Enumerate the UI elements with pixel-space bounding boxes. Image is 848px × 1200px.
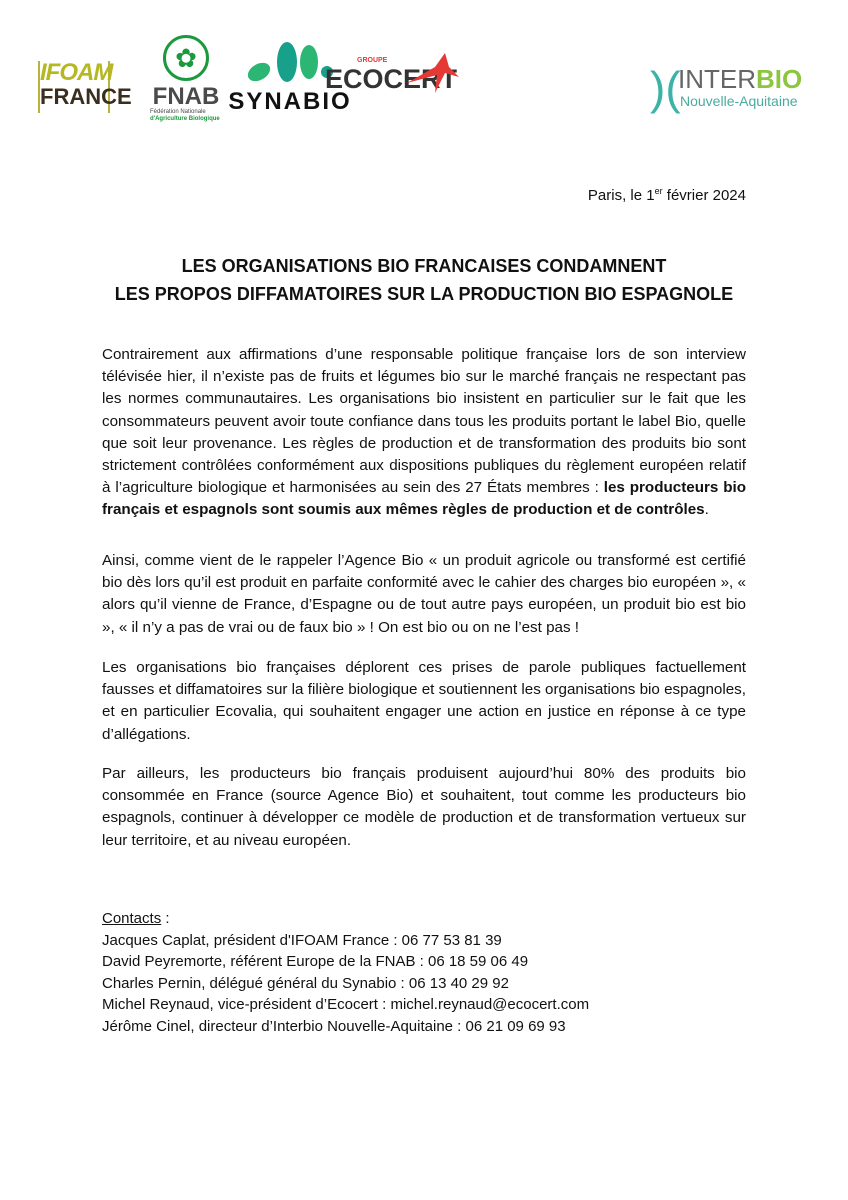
paragraph-4: Par ailleurs, les producteurs bio français produisent aujourd’hui 80% des produits bio consommée en France (source Agence Bio) et souhaitent, tout comme les producteurs bio espagnols, continuer à développer ce modèle de production et de transformation vertueux sur leur territoire, et au niveau européen.	[102, 765, 746, 849]
date-sup: er	[654, 186, 663, 196]
paragraph-2: Ainsi, comme vient de le rappeler l’Agence Bio « un produit agricole ou transformé est certifié bio dès lors qu’il est produit en parfaite conformité avec le cahier des charges bio européen », « alors qu’il vienne de France, d’Espagne ou de tout autre pays européen, un produit bio est bio », « il n’y a pas de vrai ou de faux bio » ! On est bio ou on ne l’est pas !	[102, 552, 746, 636]
document-date	[588, 186, 746, 204]
contact-item: Jérôme Cinel, directeur d’Interbio Nouvelle-Aquitaine : 06 21 09 69 93	[102, 1017, 566, 1035]
fnab-logo-name: FNAB	[152, 83, 220, 110]
synabio-logo-name: SYNABIO	[228, 88, 352, 115]
ecocert-logo	[325, 57, 460, 95]
date-prefix: Paris, le 1	[587, 187, 655, 204]
ifoam-logo-line1: IFOAM	[40, 59, 113, 86]
interbio-mark-icon: )(	[650, 62, 681, 114]
ifoam-logo-line2: FRANCE	[40, 84, 132, 109]
contacts-heading-suffix: :	[161, 910, 170, 927]
contacts-heading: Contacts	[102, 910, 162, 927]
contact-item: David Peyremorte, référent Europe de la FNAB : 06 18 59 06 49	[102, 953, 529, 970]
flower-icon: ✿	[163, 35, 209, 81]
fnab-logo-sub1: Fédération Nationale	[150, 109, 206, 115]
interbio-logo-name1: INTER	[678, 64, 756, 94]
ecocert-logo-group: GROUPE	[357, 57, 388, 64]
contact-item: Michel Reynaud, vice-président d’Ecocert : michel.reynaud@ecocert.com	[102, 996, 590, 1013]
contacts-section	[102, 908, 589, 1037]
interbio-logo-name2: BIO	[756, 64, 803, 94]
paragraph-1-end: .	[704, 501, 709, 519]
paragraph-1-bold: les producteurs bio français et espagnols sont soumis aux mêmes règles de production et de contrôles	[102, 479, 746, 519]
paragraph-1	[102, 344, 746, 522]
ifoam-france-logo	[38, 59, 132, 113]
swallow-icon	[405, 53, 461, 97]
paragraph-3: Les organisations bio françaises déplorent ces prises de parole publiques factuellement fausses et diffamatoires sur la filière biologique et soutiennent les organisations bio espagnoles, et en particulier Ecovalia, qui souhaitent engager une action en justice en réponse à ce type d’allégations.	[102, 659, 746, 743]
document-title	[0, 252, 848, 308]
droplets-icon	[245, 40, 335, 84]
title-line-2: LES PROPOS DIFFAMATOIRES SUR LA PRODUCTION BIO ESPAGNOLE	[114, 284, 734, 304]
interbio-logo	[650, 62, 820, 114]
contact-item: Charles Pernin, délégué général du Synabio : 06 13 40 29 92	[102, 974, 509, 992]
contact-item: Jacques Caplat, président d'IFOAM France : 06 77 53 81 39	[102, 931, 502, 949]
date-suffix: février 2024	[662, 187, 746, 204]
fnab-logo-sub2: d'Agriculture Biologique	[150, 116, 220, 122]
paragraph-1-text: Contrairement aux affirmations d’une responsable politique française lors de son interview télévisée hier, il n’existe pas de fruits et légumes bio sur le marché français ne respectant pas les normes communautaires. Les organisations bio insistent en particulier sur le fait que les consommateurs peuvent avoir toute confiance dans tous les produits portant le label Bio, quelle que soit leur provenance. Les règles de production et de transformation des produits bio sont strictement contrôlées conformément aux dispositions publiques du règlement européen relatif à l’agriculture biologique et harmonisées au sein des 27 États membres :	[102, 346, 746, 497]
ecocert-logo-name: ECOCERT	[325, 64, 458, 94]
partner-logos	[30, 35, 830, 135]
interbio-logo-sub: Nouvelle-Aquitaine	[680, 93, 798, 109]
title-line-1: LES ORGANISATIONS BIO FRANCAISES CONDAMNENT	[181, 256, 667, 276]
